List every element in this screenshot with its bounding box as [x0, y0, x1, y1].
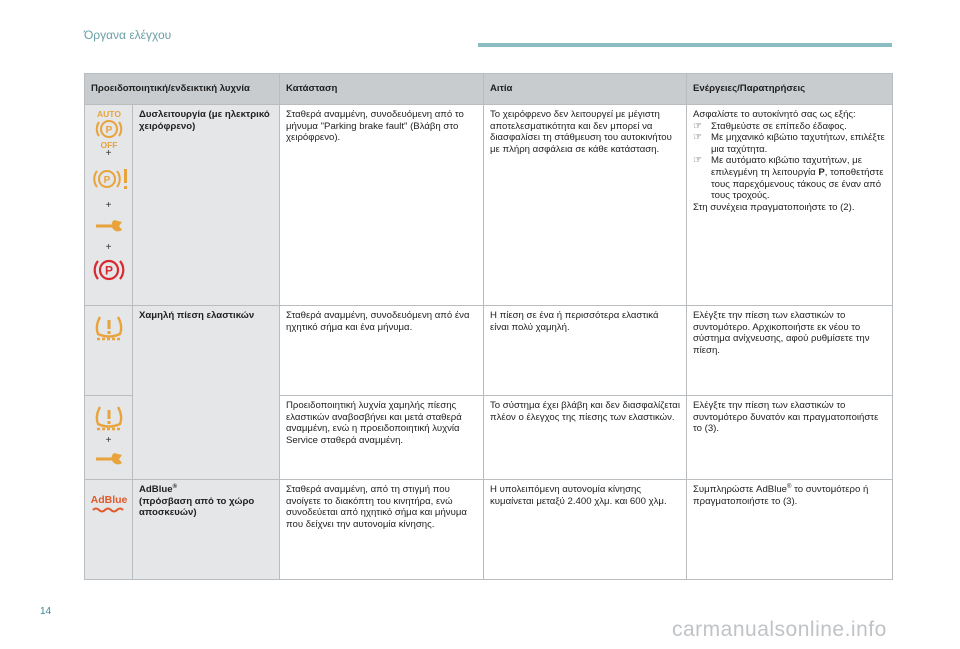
icon-cell	[85, 480, 133, 580]
column-header-cause: Αιτία	[484, 74, 687, 105]
service-wrench-icon	[92, 217, 126, 235]
table-row	[85, 105, 893, 306]
column-header-state: Κατάσταση	[280, 74, 484, 105]
parking-brake-red-icon	[92, 255, 126, 285]
auto-parking-brake-off-icon	[92, 109, 126, 149]
section-title: Όργανα ελέγχου	[84, 28, 172, 42]
cause-cell: Η πίεση σε ένα ή περισσότερα ελαστικά είναι πολύ χαμηλή.	[484, 306, 687, 396]
function-cell: AdBlue® (πρόσβαση από το χώρο αποσκευών)	[133, 480, 280, 580]
actions-intro: Ασφαλίστε το αυτοκίνητό σας ως εξής:	[693, 109, 856, 120]
parking-brake-warning-icon	[89, 165, 129, 193]
low-tyre-pressure-icon	[92, 404, 126, 432]
svg-text:P: P	[103, 175, 110, 186]
low-tyre-pressure-icon	[92, 314, 126, 342]
adblue-icon	[87, 492, 131, 516]
column-header-lamp: Προειδοποιητική/ενδεικτική λυχνία	[85, 74, 280, 105]
icon-cell	[85, 105, 133, 306]
service-wrench-icon	[92, 450, 126, 468]
table-header-row	[85, 74, 893, 105]
cause-cell: Το σύστημα έχει βλάβη και δεν διασφαλίζεται πλέον ο έλεγχος της πίεσης των ελαστικών.	[484, 396, 687, 480]
table-row	[85, 306, 893, 396]
function-cell: Χαμηλή πίεση ελαστικών	[133, 306, 280, 480]
actions-cell	[687, 105, 893, 306]
plus-sign: +	[105, 148, 112, 159]
icon-cell	[85, 396, 133, 480]
state-cell: Προειδοποιητική λυχνία χαμηλής πίεσης ελαστικών αναβοσβήνει και μετά σταθερά αναμμένη, ενώ η προειδοποιητική λυχνία Service σταθερά αναμμένη.	[280, 396, 484, 480]
svg-text:P: P	[104, 263, 113, 278]
adblue-access-note: (πρόσβαση από το χώρο αποσκευών)	[139, 495, 255, 519]
cause-cell: Το χειρόφρενο δεν λειτουργεί με μέγιστη αποτελεσματικότητα και δεν μπορεί να διασφαλίσει τη στάθμευση του αυτοκινήτου με πλήρη ασφάλεια σε κάθε κατάσταση.	[484, 105, 687, 306]
list-item: ☞ Σταθμεύστε σε επίπεδο έδαφος.	[693, 121, 886, 133]
plus-sign: +	[105, 200, 112, 211]
column-header-actions: Ενέργειες/Παρατηρήσεις	[687, 74, 893, 105]
adblue-name: AdBlue	[139, 484, 173, 495]
actions-cell: Ελέγξτε την πίεση των ελαστικών το συντομότερο. Αρχικοποιήστε εκ νέου το σύστημα ανίχνευσης, αφού ρυθμίσετε την πίεση.	[687, 306, 893, 396]
state-cell: Σταθερά αναμμένη, συνοδευόμενη από ένα ηχητικό σήμα και ένα μήνυμα.	[280, 306, 484, 396]
plus-sign: +	[105, 435, 112, 446]
state-cell: Σταθερά αναμμένη, συνοδευόμενη από το μήνυμα "Parking brake fault" (Βλάβη στο χειρόφρενο).	[280, 105, 484, 306]
list-item: ☞ Με μηχανικό κιβώτιο ταχυτήτων, επιλέξτε μια ταχύτητα.	[693, 132, 886, 155]
header-bar	[478, 43, 892, 47]
page-number: 14	[40, 606, 52, 617]
svg-text:AUTO: AUTO	[96, 109, 121, 119]
cause-cell: Η υπολειπόμενη αυτονομία κίνησης κυμαίνεται μεταξύ 2.400 χλμ. και 600 χλμ.	[484, 480, 687, 580]
actions-cell: Ελέγξτε την πίεση των ελαστικών το συντομότερο δυνατόν και πραγματοποιήστε το (3).	[687, 396, 893, 480]
svg-text:AdBlue: AdBlue	[90, 494, 127, 506]
actions-cell: Συμπληρώστε AdBlue® το συντομότερο ή πραγματοποιήστε το (3).	[687, 480, 893, 580]
warning-lamps-table	[84, 73, 893, 580]
plus-sign: +	[105, 242, 112, 253]
svg-text:P: P	[105, 125, 112, 136]
state-cell: Σταθερά αναμμένη, από τη στιγμή που ανοίγετε το διακόπτη του κινητήρα, ενώ συνοδεύεται από ηχητικό σήμα και μήνυμα που δείχνει την αυτονομία κίνησης.	[280, 480, 484, 580]
table-row	[85, 480, 893, 580]
svg-text:OFF: OFF	[100, 140, 117, 149]
watermark: carmanualsonline.info	[672, 618, 887, 641]
icon-cell	[85, 306, 133, 396]
list-item: ☞ Με αυτόματο κιβώτιο ταχυτήτων, με επιλεγμένη τη λειτουργία P, τοποθετήστε τους παρεχόμενους τάκους σε έναν από τους τροχούς.	[693, 155, 886, 201]
actions-outro: Στη συνέχεια πραγματοποιήστε το (2).	[693, 201, 855, 213]
actions-list	[693, 121, 886, 202]
function-cell: Δυσλειτουργία (με ηλεκτρικό χειρόφρενο)	[133, 105, 280, 306]
